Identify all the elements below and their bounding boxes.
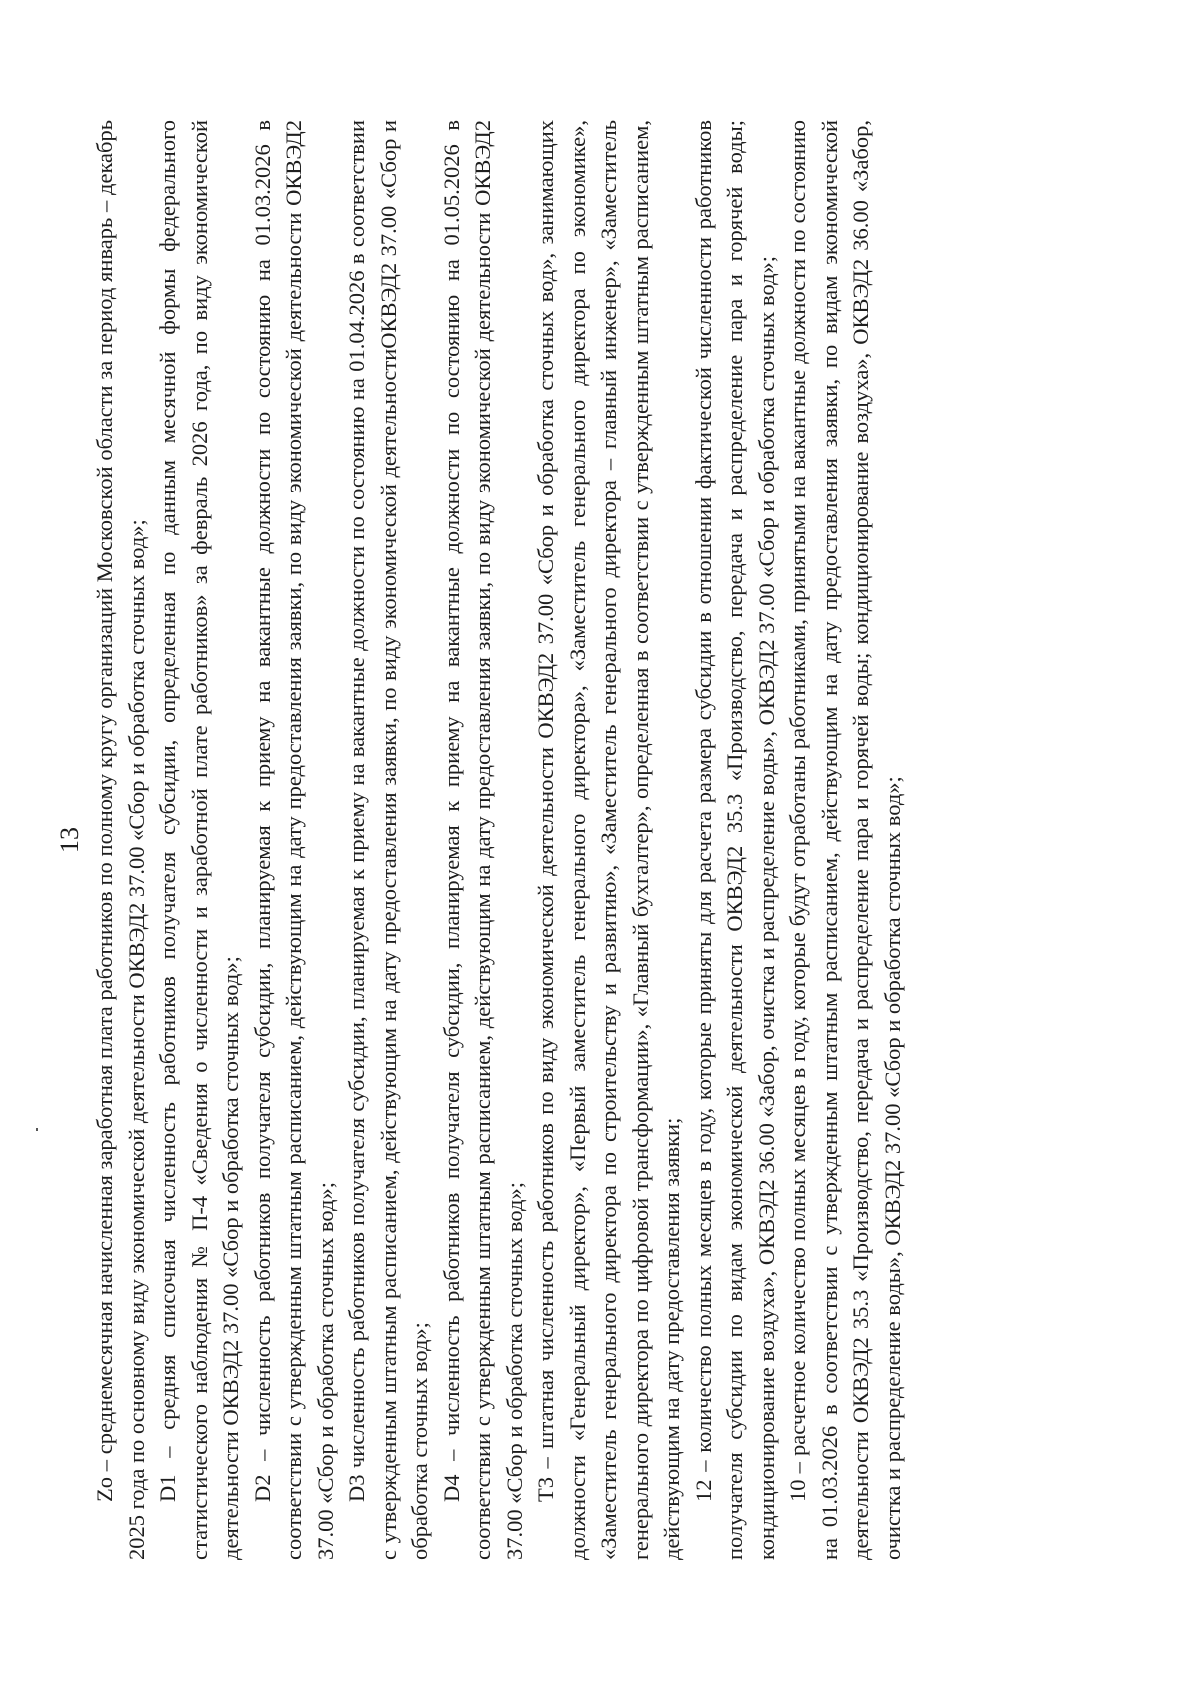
page-number: 13	[55, 827, 84, 853]
paragraph: Zo – среднемесячная начисленная заработная плата работников по полному кругу организаций Московской области за период январь – декабрь 2025 года по основному виду экономической деятельности ОКВЭД2 37.00 «Сбор и обработка сточных вод»;	[92, 120, 149, 1560]
paragraph: D4 – численность работников получателя субсидии, планируемая к приему на вакантные должности по состоянию на 01.05.2026 в соответствии с утвержденным штатным расписанием, действующим на дату предоставления заявки, по виду экономической деятельности ОКВЭД2 37.00 «Сбор и обработка сточных вод»;	[438, 120, 527, 1560]
paragraph: 10 – расчетное количество полных месяцев в году, которые будут отработаны работниками, принятыми на вакантные должности по состоянию на 01.03.2026 в соответствии с утвержденным штатным расписанием, действующим на дату предоставления заявки, по видам экономической деятельности ОКВЭД2 35.3 «Производство, передача и распределение пара и горячей воды; кондиционирование воздуха», ОКВЭД2 36.00 «Забор, очистка и распределение воды», ОКВЭД2 37.00 «Сбор и обработка сточных вод»;	[785, 120, 905, 1560]
paragraph: D1 – средняя списочная численность работников получателя субсидии, определенная по данным месячной формы федерального статистического наблюдения № П-4 «Сведения о численности и заработной плате работников» за февраль 2026 года, по виду экономической деятельности ОКВЭД2 37.00 «Сбор и обработка сточных вод»;	[155, 120, 243, 1560]
paragraph: T3 – штатная численность работников по виду экономической деятельности ОКВЭД2 37.00 «Сбор и обработка сточных вод», занимающих должности «Генеральный директор», «Первый заместитель генерального директора», «Заместитель генерального директора по экономике», «Заместитель генерального директора по строительству и развитию», «Заместитель генерального директора – главный инженер», «Заместитель генерального директора по цифровой трансформации», «Главный бухгалтер», определенная в соответствии с утвержденным штатным расписанием, действующим на дату предоставления заявки;	[533, 120, 684, 1560]
scan-speck	[36, 1128, 38, 1131]
paragraph: D3 численность работников получателя субсидии, планируемая к приему на вакантные должности по состоянию на 01.04.2026 в соответствии с утвержденным штатным расписанием, действующим на дату предоставления заявки, по виду экономической деятельностиОКВЭД2 37.00 «Сбор и обработка сточных вод»;	[344, 120, 432, 1560]
body-text	[89, 120, 908, 1560]
paragraph: D2 – численность работников получателя субсидии, планируемая к приему на вакантные должности по состоянию на 01.03.2026 в соответствии с утвержденным штатным расписанием, действующим на дату предоставления заявки, по виду экономической деятельности ОКВЭД2 37.00 «Сбор и обработка сточных вод»;	[249, 120, 338, 1560]
paragraph: 12 – количество полных месяцев в году, которые приняты для расчета размера субсидии в отношении фактической численности работников получателя субсидии по видам экономической деятельности ОКВЭД2 35.3 «Производство, передача и распределение пара и горячей воды; кондиционирование воздуха», ОКВЭД2 36.00 «Забор, очистка и распределение воды», ОКВЭД2 37.00 «Сбор и обработка сточных вод»;	[690, 120, 779, 1560]
rotated-content	[55, 120, 945, 1560]
